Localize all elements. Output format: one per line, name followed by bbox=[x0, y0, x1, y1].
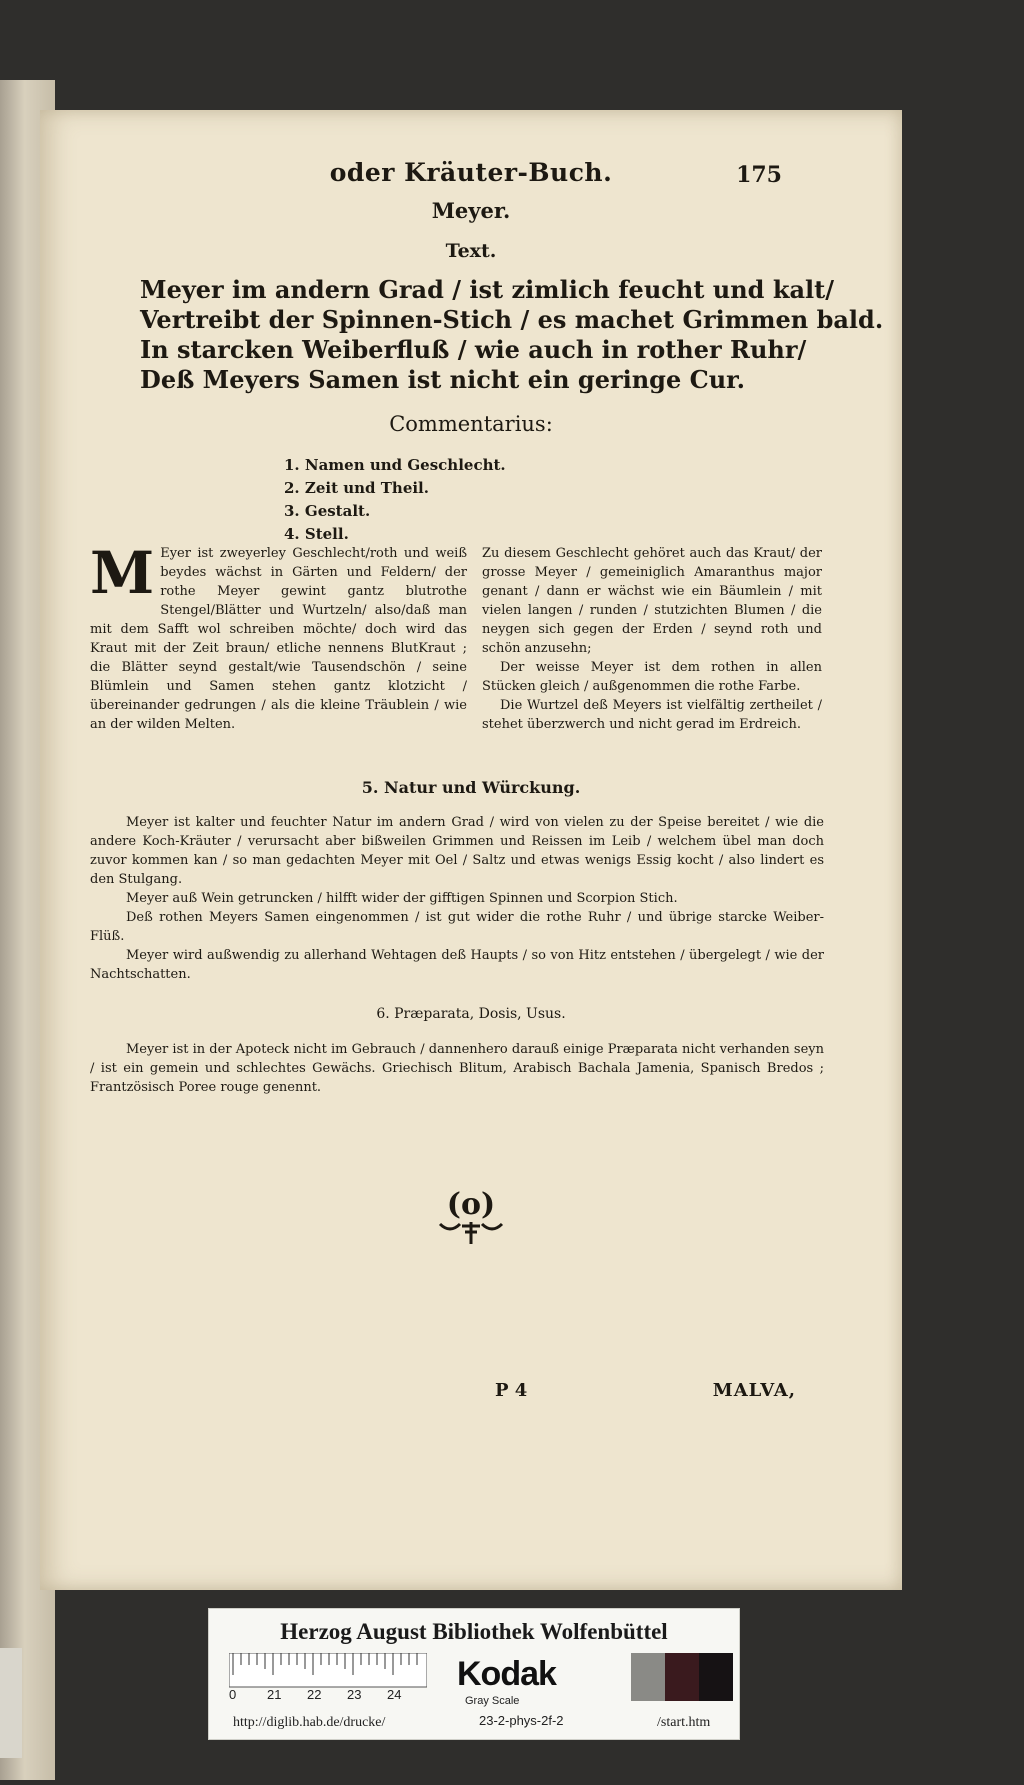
section-list-item: 4. Stell. bbox=[284, 525, 349, 543]
ruler-number: 22 bbox=[307, 1687, 322, 1702]
drop-cap-initial: M bbox=[90, 539, 155, 607]
section-list-item: 2. Zeit und Theil. bbox=[284, 479, 429, 497]
ornament-flourish-icon bbox=[436, 1220, 506, 1246]
kodak-logo: Kodak bbox=[457, 1655, 556, 1693]
right-column bbox=[482, 544, 822, 734]
signature-mark: P 4 bbox=[495, 1380, 528, 1401]
page-number: 175 bbox=[736, 162, 782, 188]
section5-heading: 5. Natur und Würckung. bbox=[361, 778, 581, 797]
section6-heading: 6. Præparata, Dosis, Usus. bbox=[376, 1006, 566, 1022]
ornament-center: (o) bbox=[446, 1187, 496, 1222]
verse-line: Deß Meyers Samen ist nicht ein geringe Cur. bbox=[140, 365, 745, 394]
section5-paragraph: Deß rothen Meyers Samen eingenommen / ist gut wider die rothe Ruhr / und übrige starcke Weiber-Flüß. bbox=[90, 910, 824, 944]
section5-paragraph: Meyer ist kalter und feuchter Natur im andern Grad / wird von vielen zu der Speise bereitet / wie die andere Koch-Kräuter / verursacht aber bißweilen Grimmen und Reissen im Leib / welchem übel man doch zuvor kommen kan / so man gedachten Meyer mit Oel / Saltz und etwas wenigs Essig kocht / also lindert es den Stulgang. bbox=[90, 815, 824, 887]
section-list bbox=[284, 454, 506, 546]
ruler-number: 0 bbox=[229, 1687, 237, 1702]
swatch-mid bbox=[631, 1653, 665, 1701]
right-column-paragraph: Der weisse Meyer ist dem rothen in allen Stücken gleich / außgenommen die rothe Farbe. bbox=[482, 660, 822, 694]
printer-ornament bbox=[40, 1187, 902, 1246]
section5-paragraph: Meyer auß Wein getruncken / hilfft wider der gifftigen Spinnen und Scorpion Stich. bbox=[126, 891, 678, 906]
shelfmark: 23-2-phys-2f-2 bbox=[479, 1713, 564, 1728]
left-column-text: Eyer ist zweyerley Geschlecht/roth und weiß beydes wächst in Gärten und Feldern/ der rothe Meyer gewint gantz blutrothe Stengel/Blätter und Wurtzeln/ also/daß man mit dem Safft wol schreiben möchte/ doch wird das Kraut mit der Zeit braun/ etliche nennens BlutKraut ; die Blätter seynd gestalt/wie Tausendschön / seine Blümlein und Samen stehen gantz klotzicht / übereinander gedrungen / als die kleine Träublein / wie an der wilden Melten. bbox=[90, 546, 467, 732]
section-list-item: 1. Namen und Geschlecht. bbox=[284, 456, 506, 474]
right-column-paragraph: Zu diesem Geschlecht gehöret auch das Kraut/ der grosse Meyer / gemeiniglich Amaranthus major genant / dann er wächst wie ein Bäumlein / mit vielen langen / runden / stutzichten Blumen / die neygen sich gegen der Erden / seynd roth und schön anzusehn; bbox=[482, 546, 822, 656]
plant-title: Meyer. bbox=[431, 198, 511, 223]
book-page bbox=[40, 110, 902, 1590]
scan-edge-strip bbox=[0, 1648, 22, 1758]
digital-library-url: http://diglib.hab.de/drucke/ bbox=[233, 1715, 386, 1730]
left-column bbox=[90, 539, 467, 734]
section-list-item: 3. Gestalt. bbox=[284, 502, 371, 520]
verse-line: Vertreibt der Spinnen-Stich / es machet Grimmen bald. bbox=[140, 305, 884, 334]
gray-scale-label: Gray Scale bbox=[465, 1695, 520, 1707]
library-reference-card bbox=[208, 1608, 740, 1740]
ruler-number: 21 bbox=[267, 1687, 282, 1702]
ruler-number: 23 bbox=[347, 1687, 362, 1702]
swatch-dark bbox=[665, 1653, 699, 1701]
section6-body: Meyer ist in der Apoteck nicht im Gebrauch / dannenhero darauß einige Præparata nicht verhanden seyn / ist ein gemein und schlechtes Gewächs. Griechisch Blitum, Arabisch Bachala Jamenia, Spanisch Bredos ; Frantzösisch Poree rouge genennt. bbox=[90, 1042, 824, 1095]
right-column-paragraph: Die Wurtzel deß Meyers ist vielfältig zertheilet / stehet überzwerch und nicht gerad im Erdreich. bbox=[482, 698, 822, 732]
verse-line: In starcken Weiberfluß / wie auch in rother Ruhr/ bbox=[140, 335, 807, 364]
ruler-number: 24 bbox=[387, 1687, 402, 1702]
library-name: Herzog August Bibliothek Wolfenbüttel bbox=[280, 1619, 668, 1644]
url-suffix: /start.htm bbox=[657, 1715, 711, 1730]
text-heading: Text. bbox=[445, 240, 497, 262]
running-head: oder Kräuter-Buch. bbox=[329, 158, 613, 187]
catchword: MALVA, bbox=[712, 1380, 796, 1401]
verse-block bbox=[140, 275, 884, 395]
gray-scale-swatches bbox=[631, 1653, 733, 1701]
verse-line: Meyer im andern Grad / ist zimlich feucht und kalt/ bbox=[140, 275, 834, 304]
section5-body bbox=[90, 813, 824, 984]
section5-paragraph: Meyer wird außwendig zu allerhand Wehtagen deß Haupts / so von Hitz entstehen / übergelegt / wie der Nachtschatten. bbox=[90, 948, 824, 982]
commentary-heading: Commentarius: bbox=[389, 412, 553, 436]
swatch-black bbox=[699, 1653, 733, 1701]
